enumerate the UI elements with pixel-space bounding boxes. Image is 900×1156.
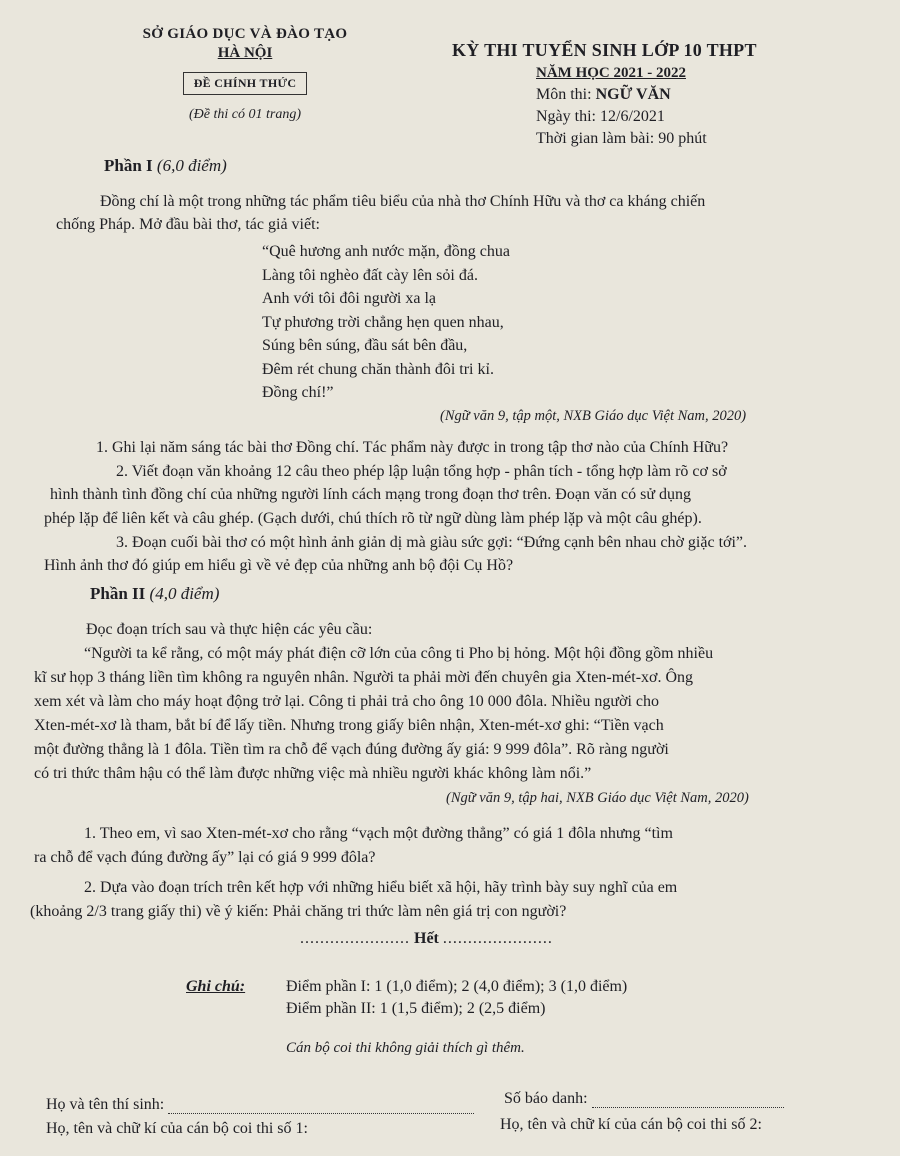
exam-subject bbox=[536, 85, 832, 104]
passage-line: Xten-mét-xơ là tham, bắt bí để lấy tiền. Nhưng trong giấy biên nhận, Xten-mét-xơ ghi: “Tiền vạch bbox=[34, 717, 664, 734]
candidate-name-line bbox=[168, 1113, 474, 1114]
exam-title: KỲ THI TUYỂN SINH LỚP 10 THPT bbox=[452, 40, 757, 60]
part1-question-3-line1: 3. Đoạn cuối bài thơ có một hình ảnh giản dị mà giàu sức gợi: “Đứng cạnh bên nhau chờ giặc tới”. bbox=[116, 534, 748, 551]
part2-question-2-line2: (khoảng 2/3 trang giấy thi) về ý kiến: Phải chăng tri thức làm nên giá trị con người? bbox=[30, 903, 567, 920]
part1-question-1: 1. Ghi lại năm sáng tác bài thơ Đồng chí. Tác phẩm này được in trong tập thơ nào của Chính Hữu? bbox=[96, 439, 729, 456]
passage-line: “Người ta kể rằng, có một máy phát điện cỡ lớn của công ti Pho bị hỏng. Một hội đồng gồm nhiều bbox=[84, 645, 714, 662]
poem-line: Súng bên súng, đầu sát bên đầu, bbox=[262, 337, 468, 354]
part2-title: Phần II bbox=[90, 584, 146, 603]
note-label: Ghi chú: bbox=[186, 978, 246, 995]
end-marker bbox=[300, 930, 553, 948]
exam-date: Ngày thi: 12/6/2021 bbox=[536, 108, 665, 125]
passage-line: một đường thẳng là 1 đôla. Tiền tìm ra chỗ để vạch đúng đường ấy giá: 9 999 đôla”. Rõ ràng người bbox=[34, 741, 669, 758]
department-header bbox=[100, 26, 390, 123]
exam-duration: Thời gian làm bài: 90 phút bbox=[536, 130, 707, 147]
part1-title: Phần I bbox=[104, 156, 153, 175]
part1-question-2-line3: phép lặp để liên kết và câu ghép. (Gạch dưới, chú thích rõ từ ngữ dùng làm phép lặp và một câu ghép). bbox=[44, 510, 702, 527]
poem-line: Đồng chí!” bbox=[262, 384, 334, 401]
candidate-id-label: Số báo danh: bbox=[504, 1090, 588, 1107]
part1-source: (Ngữ văn 9, tập một, NXB Giáo dục Việt Nam, 2020) bbox=[440, 408, 747, 424]
poem-line: Làng tôi nghèo đất cày lên sỏi đá. bbox=[262, 266, 478, 284]
part1-heading bbox=[104, 156, 227, 176]
part1-intro-line2: chống Pháp. Mở đầu bài thơ, tác giả viết: bbox=[56, 216, 320, 233]
school-year: NĂM HỌC 2021 - 2022 bbox=[536, 65, 686, 81]
department-city: HÀ NỘI bbox=[217, 45, 273, 61]
subject-name: NGỮ VĂN bbox=[595, 86, 671, 103]
part2-question-2-line1: 2. Dựa vào đoạn trích trên kết hợp với những hiểu biết xã hội, hãy trình bày suy nghĩ của em bbox=[84, 879, 678, 896]
note-line-2: Điểm phần II: 1 (1,5 điểm); 2 (2,5 điểm) bbox=[286, 1000, 546, 1017]
supervisor-note: Cán bộ coi thi không giải thích gì thêm. bbox=[286, 1040, 525, 1056]
part2-source: (Ngữ văn 9, tập hai, NXB Giáo dục Việt Nam, 2020) bbox=[446, 790, 749, 806]
part1-intro-line1: Đồng chí là một trong những tác phẩm tiêu biểu của nhà thơ Chính Hữu và thơ ca kháng chiến bbox=[100, 193, 706, 210]
part1-question-3-line2: Hình ảnh thơ đó giúp em hiểu gì về vẻ đẹp của những anh bộ đội Cụ Hồ? bbox=[44, 557, 514, 574]
department-name: SỞ GIÁO DỤC VÀ ĐÀO TẠO bbox=[142, 26, 348, 42]
exam-header bbox=[452, 40, 832, 148]
pages-note: (Đề thi có 01 trang) bbox=[189, 107, 301, 122]
part1-question-2-line1: 2. Viết đoạn văn khoảng 12 câu theo phép lập luận tổng hợp - phân tích - tổng hợp làm rõ cơ sở bbox=[116, 463, 727, 480]
poem-line: Anh với tôi đôi người xa lạ bbox=[262, 290, 437, 307]
part2-points: (4,0 điểm) bbox=[149, 584, 220, 603]
dots-right: ...................... bbox=[442, 930, 553, 947]
candidate-name-label: Họ và tên thí sinh: bbox=[46, 1096, 165, 1113]
part2-instruction: Đọc đoạn trích sau và thực hiện các yêu cầu: bbox=[86, 621, 373, 638]
part2-question-1-line2: ra chỗ để vạch đúng đường ấy” lại có giá 9 999 đôla? bbox=[34, 849, 376, 866]
score-notes bbox=[186, 976, 627, 1020]
poem-line: Đêm rét chung chăn thành đôi tri kỉ. bbox=[262, 360, 494, 378]
poem-line: “Quê hương anh nước mặn, đồng chua bbox=[262, 243, 510, 260]
candidate-id-field bbox=[504, 1090, 784, 1108]
poem-line: Tự phương trời chẳng hẹn quen nhau, bbox=[262, 313, 504, 331]
note-line-1: Điểm phần I: 1 (1,0 điểm); 2 (4,0 điểm); 3 (1,0 điểm) bbox=[286, 978, 628, 995]
part1-points: (6,0 điểm) bbox=[156, 156, 227, 175]
passage-line: kĩ sư họp 3 tháng liền tìm không ra nguyên nhân. Người ta phải mời đến chuyên gia Xten-mét-xơ. Ông bbox=[34, 669, 694, 686]
poem-excerpt bbox=[262, 240, 510, 405]
invigilator-2-label: Họ, tên và chữ kí của cán bộ coi thi số 2: bbox=[500, 1116, 762, 1133]
part1-question-2-line2: hình thành tình đồng chí của những người lính cách mạng trong đoạn thơ trên. Đoạn văn có sử dụng bbox=[50, 486, 692, 503]
invigilator-1-label: Họ, tên và chữ kí của cán bộ coi thi số 1: bbox=[46, 1120, 308, 1137]
part2-question-1-line1: 1. Theo em, vì sao Xten-mét-xơ cho rằng “vạch một đường thẳng” có giá 1 đôla nhưng “tìm bbox=[84, 825, 673, 842]
end-word: Hết bbox=[414, 930, 439, 947]
subject-label: Môn thi: bbox=[536, 86, 592, 103]
dots-left: ...................... bbox=[300, 930, 410, 947]
passage-line: xem xét và làm cho máy hoạt động trở lại. Công ti phải trả cho ông 10 000 đôla. Nhiều người cho bbox=[34, 693, 660, 710]
candidate-name-field bbox=[46, 1096, 474, 1114]
passage-line: có tri thức thâm hậu có thể làm được những việc mà nhiều người khác không làm nổi.” bbox=[34, 765, 592, 782]
part2-heading bbox=[90, 584, 219, 604]
official-stamp: ĐỀ CHÍNH THỨC bbox=[183, 72, 308, 95]
candidate-id-line bbox=[592, 1107, 784, 1108]
